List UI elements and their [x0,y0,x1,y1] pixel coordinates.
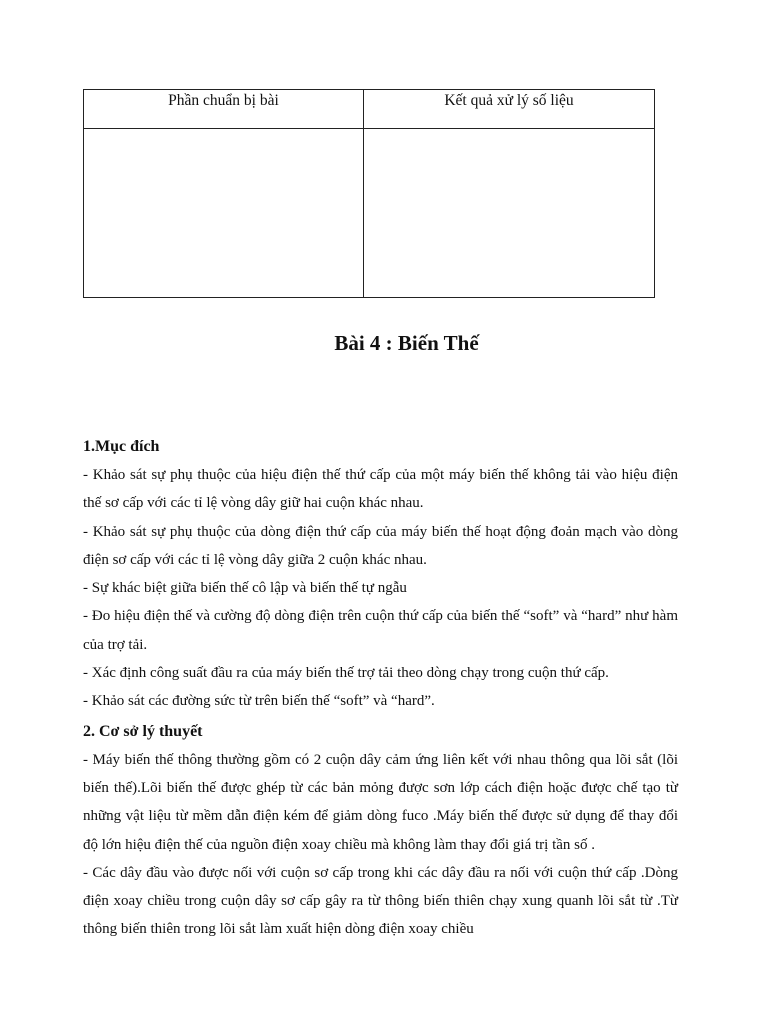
section-heading-theory: 2. Cơ sở lý thuyết [83,722,203,740]
list-item: - Sự khác biệt giữa biến thế cô lập và biến thế tự ngẫu [83,580,407,597]
list-item: - Khảo sát sự phụ thuộc của dòng điện thứ cấp của máy biến thế hoạt động đoản mạch vào dòng điện sơ cấp với các tỉ lệ vòng dây giữa 2 cuộn khác nhau. [83,523,678,568]
section-heading-purpose: 1.Mục đích [83,438,160,455]
list-item: - Khảo sát các đường sức từ trên biến thế “soft” và “hard”. [83,693,435,710]
table-header-preparation: Phần chuẩn bị bài [84,90,364,129]
paragraph: - Các dây đầu vào được nối với cuộn sơ cấp trong khi các dây đầu ra nối với cuộn thứ cấp .Dòng điện xoay chiều trong cuộn dây sơ cấp gây ra từ thông biến thiên chạy xung quanh lõi sắt từ .Từ thông biến thiên trong lõi sắt làm xuất hiện dòng điện xoay chiều [83,864,678,938]
table-cell-preparation [84,129,364,298]
document-body [83,433,678,944]
report-table [83,89,655,298]
list-item: - Xác định công suất đầu ra của máy biến thế trợ tải theo dòng chạy trong cuộn thứ cấp. [83,665,609,682]
list-item: - Khảo sát sự phụ thuộc của hiệu điện thế thứ cấp của một máy biến thế không tải vào hiệu điện thế sơ cấp với các tỉ lệ vòng dây giữ hai cuộn khác nhau. [83,467,678,512]
page-title: Bài 4 : Biến Thế [334,331,479,355]
table-header-results: Kết quả xử lý số liệu [364,90,655,129]
paragraph: - Máy biến thế thông thường gồm có 2 cuộn dây cảm ứng liên kết với nhau thông qua lõi sắt (lõi biến thế).Lõi biến thế được ghép từ các bản mỏng được sơn lớp cách điện hoặc được chế tạo từ những vật liệu từ mềm dẫn điện kém để giảm dòng fuco .Máy biến thế được sử dụng để thay đổi độ lớn hiệu điện thế của nguồn điện xoay chiều mà không làm thay đổi giá trị tần số . [83,751,678,853]
table-cell-results [364,129,655,298]
list-item: - Đo hiệu điện thế và cường độ dòng điện trên cuộn thứ cấp của biến thế “soft” và “hard” như hàm của trợ tải. [83,608,678,653]
